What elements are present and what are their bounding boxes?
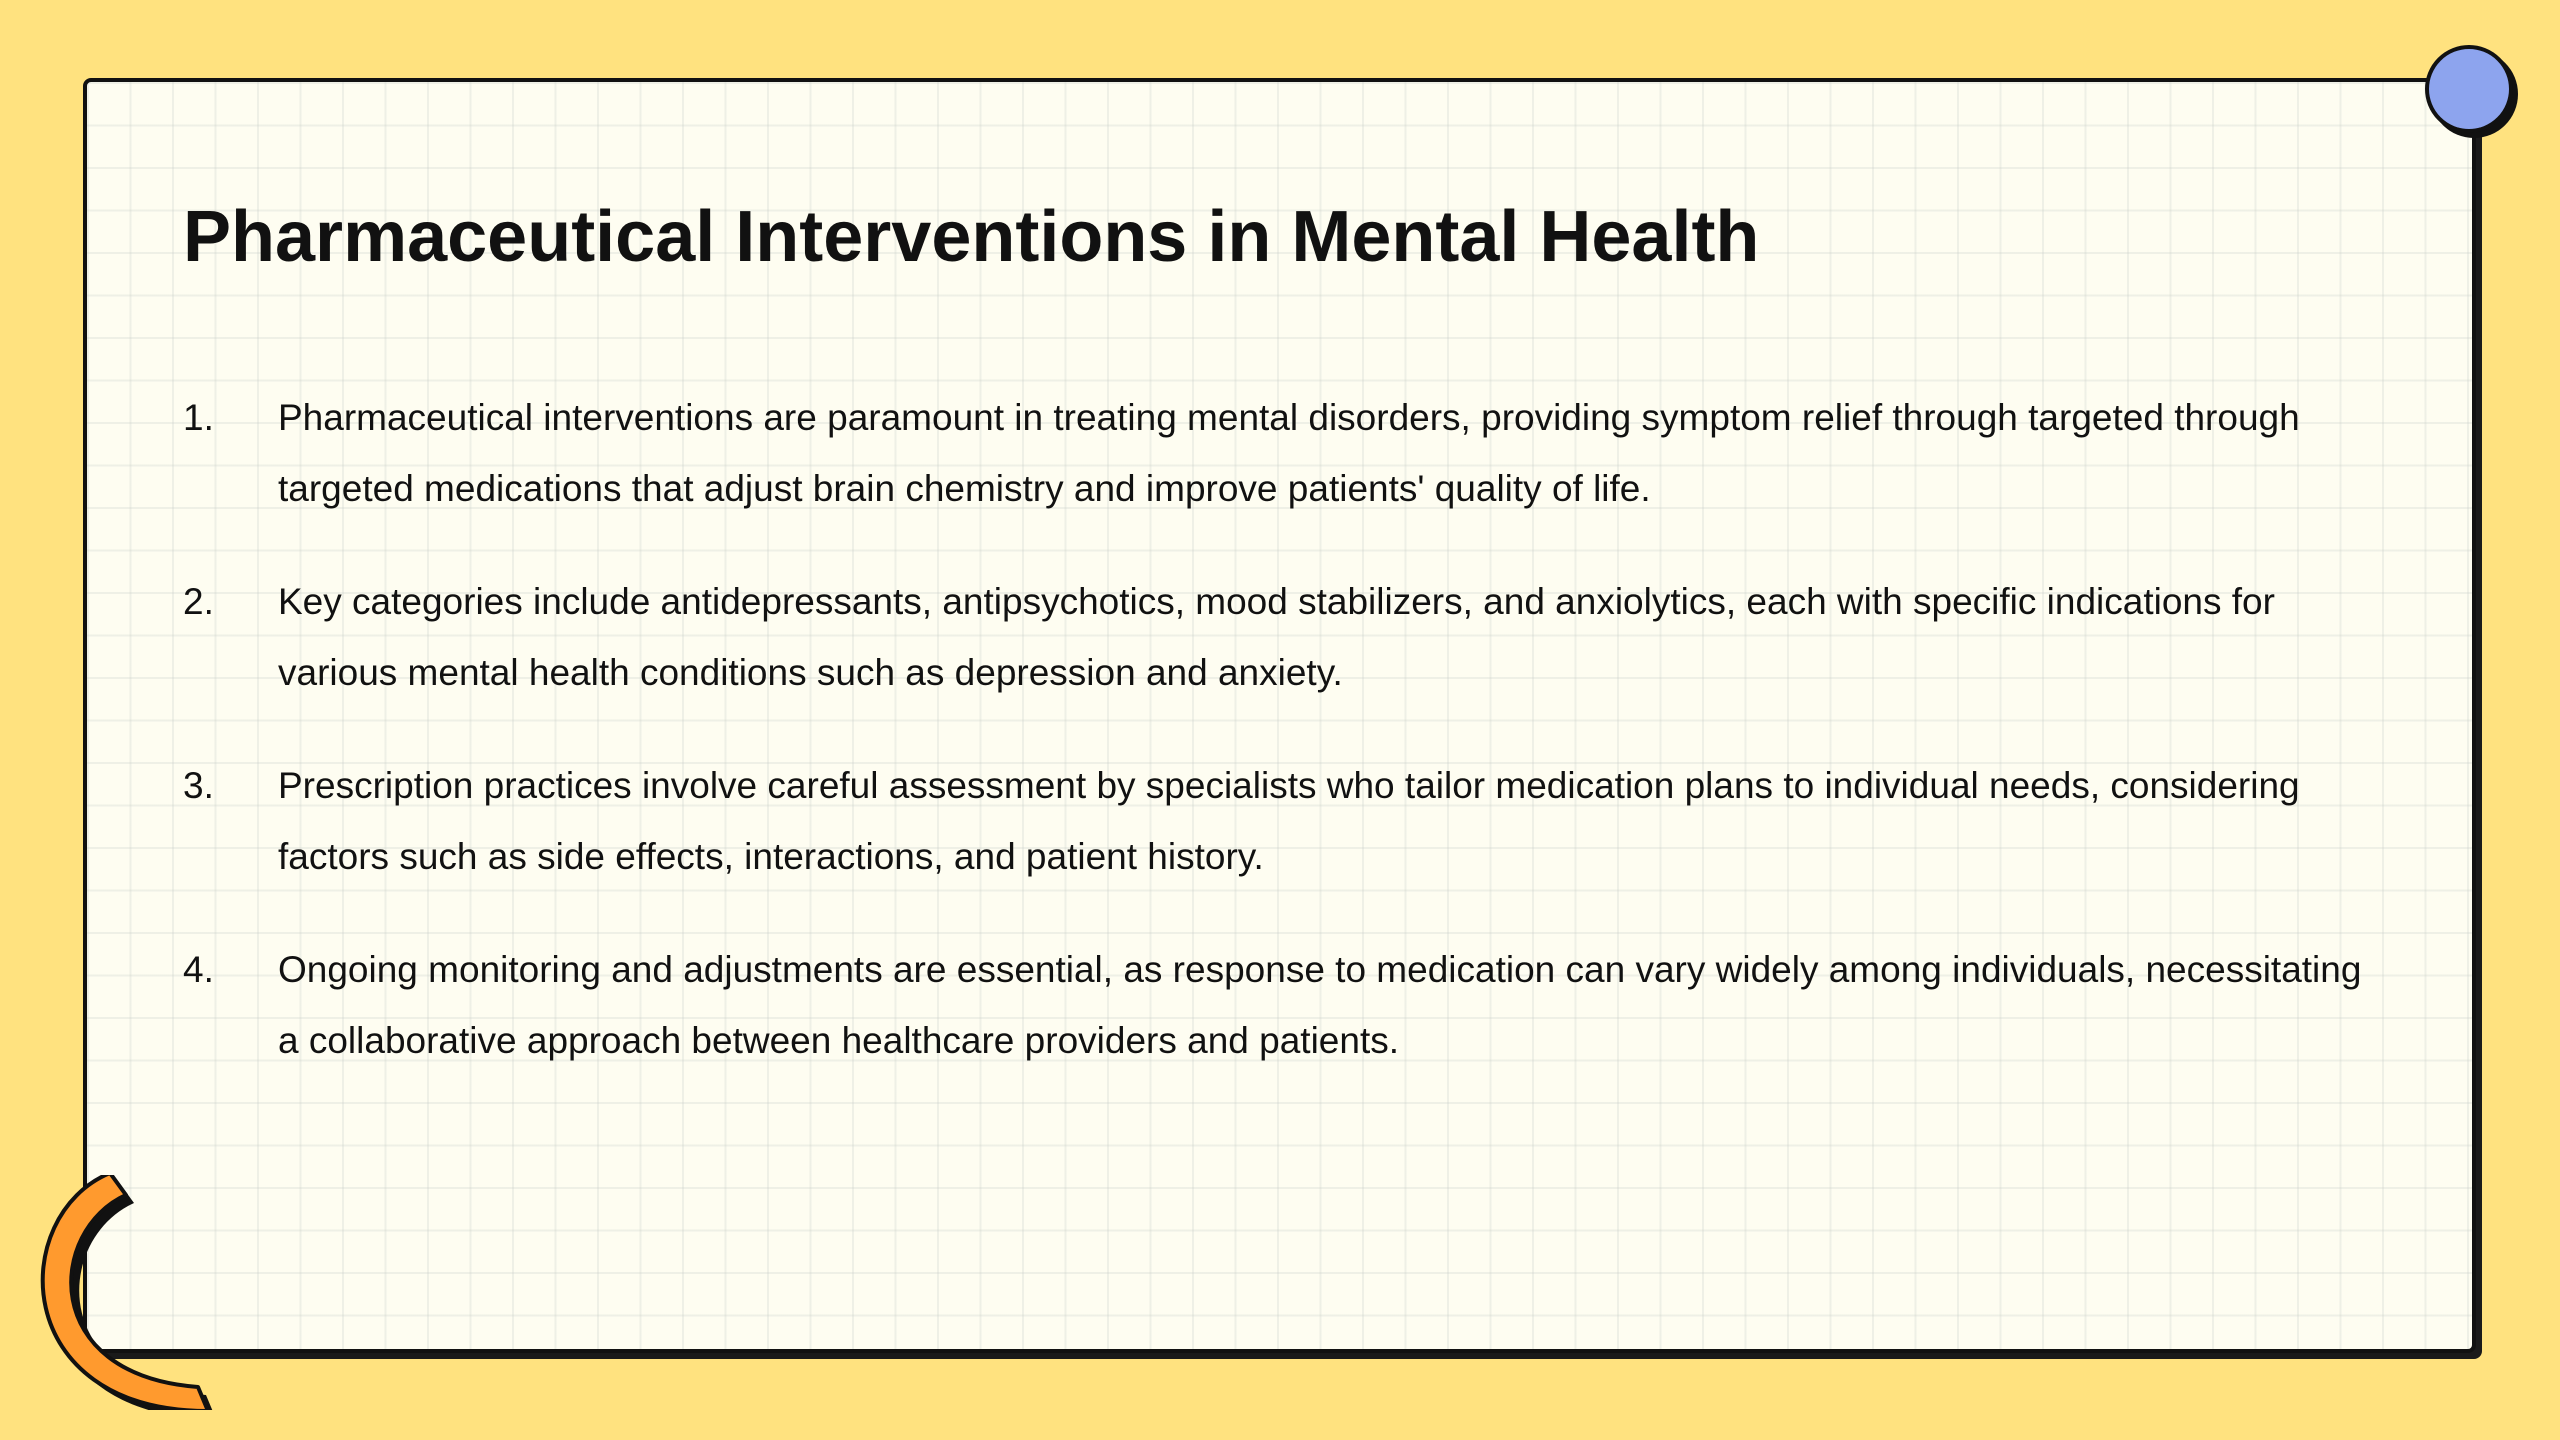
list-item xyxy=(183,382,2383,524)
list-item xyxy=(183,566,2383,708)
item-number: 1. xyxy=(183,397,214,438)
content-card xyxy=(83,78,2476,1353)
item-text: Key categories include antidepressants, antipsychotics, mood stabilizers, and anxiolytics, each with specific indications for various mental health conditions such as depression and anxiety. xyxy=(278,581,2275,693)
bullet-list xyxy=(183,382,2383,1118)
item-number: 2. xyxy=(183,581,214,622)
list-item xyxy=(183,750,2383,892)
item-text: Ongoing monitoring and adjustments are essential, as response to medication can vary widely among individuals, necessitating a collaborative approach between healthcare providers and patients. xyxy=(278,949,2362,1061)
blue-circle-icon xyxy=(2425,45,2513,133)
slide-title: Pharmaceutical Interventions in Mental Health xyxy=(183,197,1760,277)
item-text: Pharmaceutical interventions are paramount in treating mental disorders, providing symptom relief through targeted through targeted medications that adjust brain chemistry and improve patients' quality of life. xyxy=(278,397,2300,509)
item-number: 3. xyxy=(183,765,214,806)
item-number: 4. xyxy=(183,949,214,990)
item-text: Prescription practices involve careful assessment by specialists who tailor medication plans to individual needs, considering factors such as side effects, interactions, and patient history. xyxy=(278,765,2300,877)
list-item xyxy=(183,934,2383,1076)
orange-arc-icon xyxy=(18,1175,218,1410)
